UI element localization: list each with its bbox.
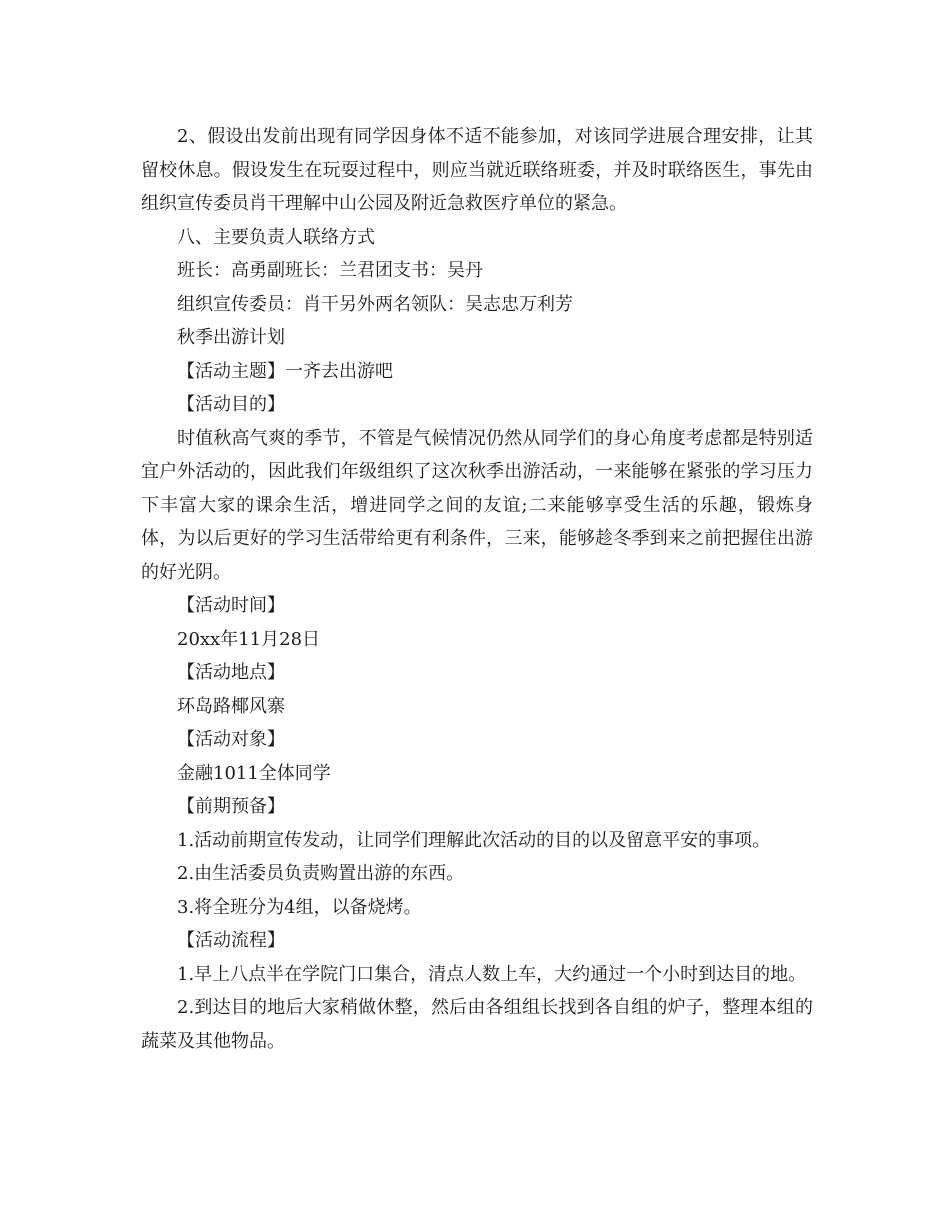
preparation-item-1: 1.活动前期宣传发动，让同学们理解此次活动的目的以及留意平安的事项。 [177, 829, 771, 851]
heading-purpose: 【活动目的】 [177, 394, 285, 415]
heading-participants: 【活动对象】 [177, 729, 285, 750]
activity-time: 20xx年11月28日 [177, 628, 321, 650]
paragraph-emergency: 2、假设出发前出现有同学因身体不适不能参加，对该同学进展合理安排，让其留校休息。假设发生在玩耍过程中，则应当就近联络班委，并及时联络医生，事先由组织宣传委员肖干理解中山公园及附近急救医疗单位的紧急。 [141, 126, 813, 214]
preparation-item-2: 2.由生活委员负责购置出游的东西。 [177, 863, 465, 884]
heading-location: 【活动地点】 [177, 662, 285, 683]
heading-time: 【活动时间】 [177, 595, 285, 616]
activity-theme: 【活动主题】一齐去出游吧 [177, 360, 393, 382]
contact-organizers: 组织宣传委员：肖干另外两名领队：吴志忠万利芳 [177, 293, 573, 315]
contact-leaders: 班长：高勇副班长：兰君团支书：吴丹 [177, 260, 483, 281]
heading-process: 【活动流程】 [177, 930, 285, 951]
preparation-item-3: 3.将全班分为4组，以备烧烤。 [177, 896, 422, 918]
process-item-1: 1.早上八点半在学院门口集合，清点人数上车，大约通过一个小时到达目的地。 [177, 963, 807, 985]
document-body [141, 120, 813, 1058]
paragraph-purpose: 时值秋高气爽的季节，不管是气候情况仍然从同学们的身心角度考虑都是特别适宜户外活动的，因此我们年级组织了这次秋季出游活动，一来能够在紧张的学习压力下丰富大家的课余生活，增进同学之间的友谊;二来能够享受生活的乐趣，锻炼身体，为以后更好的学习生活带给更有利条件，三来，能够趁冬季到来之前把握住出游的好光阴。 [141, 427, 813, 583]
activity-participants: 金融1011全体同学 [177, 762, 331, 784]
activity-location: 环岛路椰风寨 [177, 695, 285, 717]
plan-title: 秋季出游计划 [177, 327, 285, 348]
process-item-2: 2.到达目的地后大家稍做休整，然后由各组组长找到各自组的炉子，整理本组的蔬菜及其他物品。 [141, 997, 813, 1052]
heading-preparation: 【前期预备】 [177, 796, 285, 817]
heading-contacts: 八、主要负责人联络方式 [177, 226, 375, 248]
